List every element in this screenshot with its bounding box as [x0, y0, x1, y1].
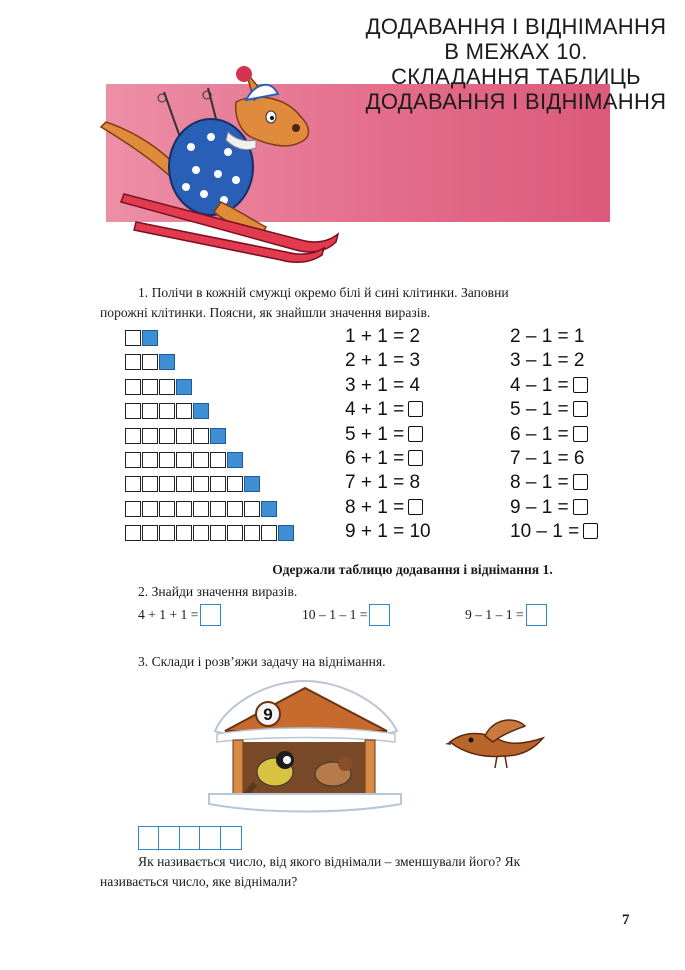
- blue-cell: [193, 403, 209, 419]
- cell-strip: [125, 379, 192, 395]
- white-cell: [176, 452, 192, 468]
- expression-text: 10 – 1 – 1 =: [302, 607, 368, 622]
- white-cell: [125, 501, 141, 517]
- equation-answer-box[interactable]: [408, 426, 423, 442]
- subtraction-equation: [510, 472, 588, 494]
- white-cell: [125, 428, 141, 444]
- blue-cell: [210, 428, 226, 444]
- blue-cell: [261, 501, 277, 517]
- cell-strip: [125, 354, 175, 370]
- answer-cell[interactable]: [138, 826, 160, 850]
- cell-strip: [125, 452, 243, 468]
- cell-strip: [125, 428, 226, 444]
- cell-strip: [125, 525, 294, 541]
- equation-answer: 3: [404, 350, 421, 372]
- white-cell: [244, 501, 260, 517]
- equation-text: 8 + 1 =: [345, 496, 405, 518]
- white-cell: [261, 525, 277, 541]
- addition-equation: [345, 326, 420, 348]
- cell-strip: [125, 403, 209, 419]
- equation-answer-box[interactable]: [583, 523, 598, 539]
- white-cell: [159, 428, 175, 444]
- answer-box[interactable]: [369, 604, 390, 626]
- white-cell: [193, 525, 209, 541]
- kangaroo-skier-illustration: [96, 62, 356, 272]
- white-cell: [159, 501, 175, 517]
- equation-text: 2 + 1 =: [345, 350, 405, 372]
- white-cell: [142, 525, 158, 541]
- question-line: називається число, яке віднімали?: [100, 874, 298, 889]
- equation-text: 9 – 1 =: [510, 496, 569, 518]
- white-cell: [176, 476, 192, 492]
- blue-cell: [142, 330, 158, 346]
- white-cell: [193, 452, 209, 468]
- subtraction-equation: [510, 350, 585, 372]
- page-number: 7: [622, 912, 630, 928]
- answer-cells: [138, 826, 240, 850]
- answer-cell[interactable]: [220, 826, 242, 850]
- addition-equation: [345, 350, 420, 372]
- equation-answer: 2: [404, 326, 421, 347]
- equation-answer-box[interactable]: [573, 401, 588, 417]
- expression-3: [465, 604, 547, 626]
- white-cell: [142, 428, 158, 444]
- chapter-title: [361, 14, 671, 114]
- expression-1: [138, 604, 221, 626]
- sparrow-illustration: [445, 712, 550, 772]
- white-cell: [193, 501, 209, 517]
- white-cell: [125, 354, 141, 370]
- blue-cell: [227, 452, 243, 468]
- white-cell: [227, 476, 243, 492]
- answer-cell[interactable]: [199, 826, 221, 850]
- answer-cell[interactable]: [158, 826, 180, 850]
- blue-cell: [244, 476, 260, 492]
- subtraction-equation: [510, 497, 588, 519]
- addition-equation: [345, 472, 420, 494]
- chapter-title-line: ДОДАВАННЯ І ВІДНІМАННЯ: [365, 14, 667, 39]
- cell-strip: [125, 330, 158, 346]
- white-cell: [159, 403, 175, 419]
- equation-text: 3 + 1 =: [345, 374, 405, 396]
- subtraction-equation: [510, 326, 585, 348]
- exercise-1-text-line: порожні клітинки. Поясни, як знайшли значення виразів.: [100, 305, 431, 320]
- equation-text: 2 – 1 =: [510, 326, 569, 347]
- white-cell: [210, 525, 226, 541]
- exercise-2-title: 2. Знайди значення виразів.: [138, 584, 298, 599]
- white-cell: [176, 428, 192, 444]
- exercise-3-question: [100, 852, 636, 892]
- equation-answer-box[interactable]: [408, 499, 423, 515]
- chapter-title-line: В МЕЖАХ 10.: [444, 39, 588, 64]
- white-cell: [142, 403, 158, 419]
- equation-text: 7 – 1 =: [510, 448, 569, 469]
- white-cell: [176, 501, 192, 517]
- white-cell: [159, 379, 175, 395]
- subtraction-equation: [510, 521, 598, 543]
- addition-equation: [345, 424, 423, 446]
- question-line: Як називається число, від якого віднімали – зменшували його? Як: [138, 854, 521, 869]
- blue-cell: [176, 379, 192, 395]
- birdhouse-number: 9: [263, 705, 273, 724]
- white-cell: [227, 501, 243, 517]
- exercise-1-text-line: 1. Полічи в кожній смужці окремо білі й сині клітинки. Заповни: [138, 285, 509, 300]
- chapter-title-line: ДОДАВАННЯ І ВІДНІМАННЯ: [365, 89, 667, 114]
- equation-text: 6 – 1 =: [510, 423, 569, 445]
- exercise-1-instructions: [100, 283, 636, 323]
- exercise-1-summary: Одержали таблицю додавання і віднімання 1.: [272, 562, 553, 577]
- cell-strip: [125, 476, 260, 492]
- equation-text: 10 – 1 =: [510, 521, 580, 543]
- blue-cell: [278, 525, 294, 541]
- white-cell: [210, 452, 226, 468]
- equation-text: 3 – 1 =: [510, 350, 569, 372]
- equation-text: 8 – 1 =: [510, 472, 569, 494]
- expression-2: [302, 604, 390, 626]
- subtraction-equation: [510, 424, 588, 446]
- white-cell: [125, 403, 141, 419]
- exercise-3-title: 3. Склади і розв’яжи задачу на віднімання.: [138, 654, 386, 669]
- white-cell: [125, 452, 141, 468]
- white-cell: [142, 452, 158, 468]
- equation-answer-box[interactable]: [408, 450, 423, 466]
- white-cell: [142, 354, 158, 370]
- equation-answer-box[interactable]: [573, 426, 588, 442]
- equation-answer-box[interactable]: [573, 377, 588, 393]
- equation-text: 4 – 1 =: [510, 374, 569, 396]
- blue-cell: [159, 354, 175, 370]
- equation-answer: 10: [404, 521, 431, 543]
- addition-equation: [345, 521, 431, 543]
- equation-text: 1 + 1 =: [345, 326, 405, 347]
- white-cell: [210, 501, 226, 517]
- white-cell: [193, 476, 209, 492]
- chapter-title-line: СКЛАДАННЯ ТАБЛИЦЬ: [391, 64, 641, 89]
- addition-equation: [345, 448, 423, 470]
- equation-text: 9 + 1 =: [345, 521, 405, 543]
- white-cell: [227, 525, 243, 541]
- equation-answer-box[interactable]: [408, 401, 423, 417]
- equation-answer-box[interactable]: [573, 499, 588, 515]
- white-cell: [176, 403, 192, 419]
- white-cell: [159, 525, 175, 541]
- white-cell: [125, 476, 141, 492]
- expression-text: 9 – 1 – 1 =: [465, 607, 524, 622]
- addition-equation: [345, 399, 423, 421]
- white-cell: [159, 476, 175, 492]
- equation-text: 6 + 1 =: [345, 448, 405, 469]
- subtraction-equation: [510, 375, 588, 397]
- white-cell: [142, 379, 158, 395]
- white-cell: [142, 476, 158, 492]
- addition-equation: [345, 497, 423, 519]
- subtraction-equation: [510, 399, 588, 421]
- white-cell: [125, 379, 141, 395]
- answer-box[interactable]: [526, 604, 547, 626]
- cell-strip: [125, 501, 277, 517]
- white-cell: [142, 501, 158, 517]
- white-cell: [193, 428, 209, 444]
- birdhouse-illustration: [205, 676, 405, 816]
- white-cell: [125, 330, 141, 346]
- equation-text: 5 – 1 =: [510, 399, 569, 421]
- equation-answer: 6: [568, 448, 585, 469]
- equation-answer: 8: [404, 472, 421, 494]
- white-cell: [159, 452, 175, 468]
- answer-cell[interactable]: [179, 826, 201, 850]
- white-cell: [125, 525, 141, 541]
- equation-answer: 2: [568, 350, 585, 372]
- white-cell: [176, 525, 192, 541]
- equation-answer: 4: [404, 374, 421, 396]
- white-cell: [244, 525, 260, 541]
- addition-equation: [345, 375, 420, 397]
- expression-text: 4 + 1 + 1 =: [138, 607, 199, 622]
- equation-answer: 1: [568, 326, 585, 347]
- equation-text: 7 + 1 =: [345, 472, 405, 494]
- equation-text: 4 + 1 =: [345, 399, 405, 421]
- equation-text: 5 + 1 =: [345, 423, 405, 445]
- equation-answer-box[interactable]: [573, 474, 588, 490]
- subtraction-equation: [510, 448, 585, 470]
- answer-box[interactable]: [200, 604, 221, 626]
- white-cell: [210, 476, 226, 492]
